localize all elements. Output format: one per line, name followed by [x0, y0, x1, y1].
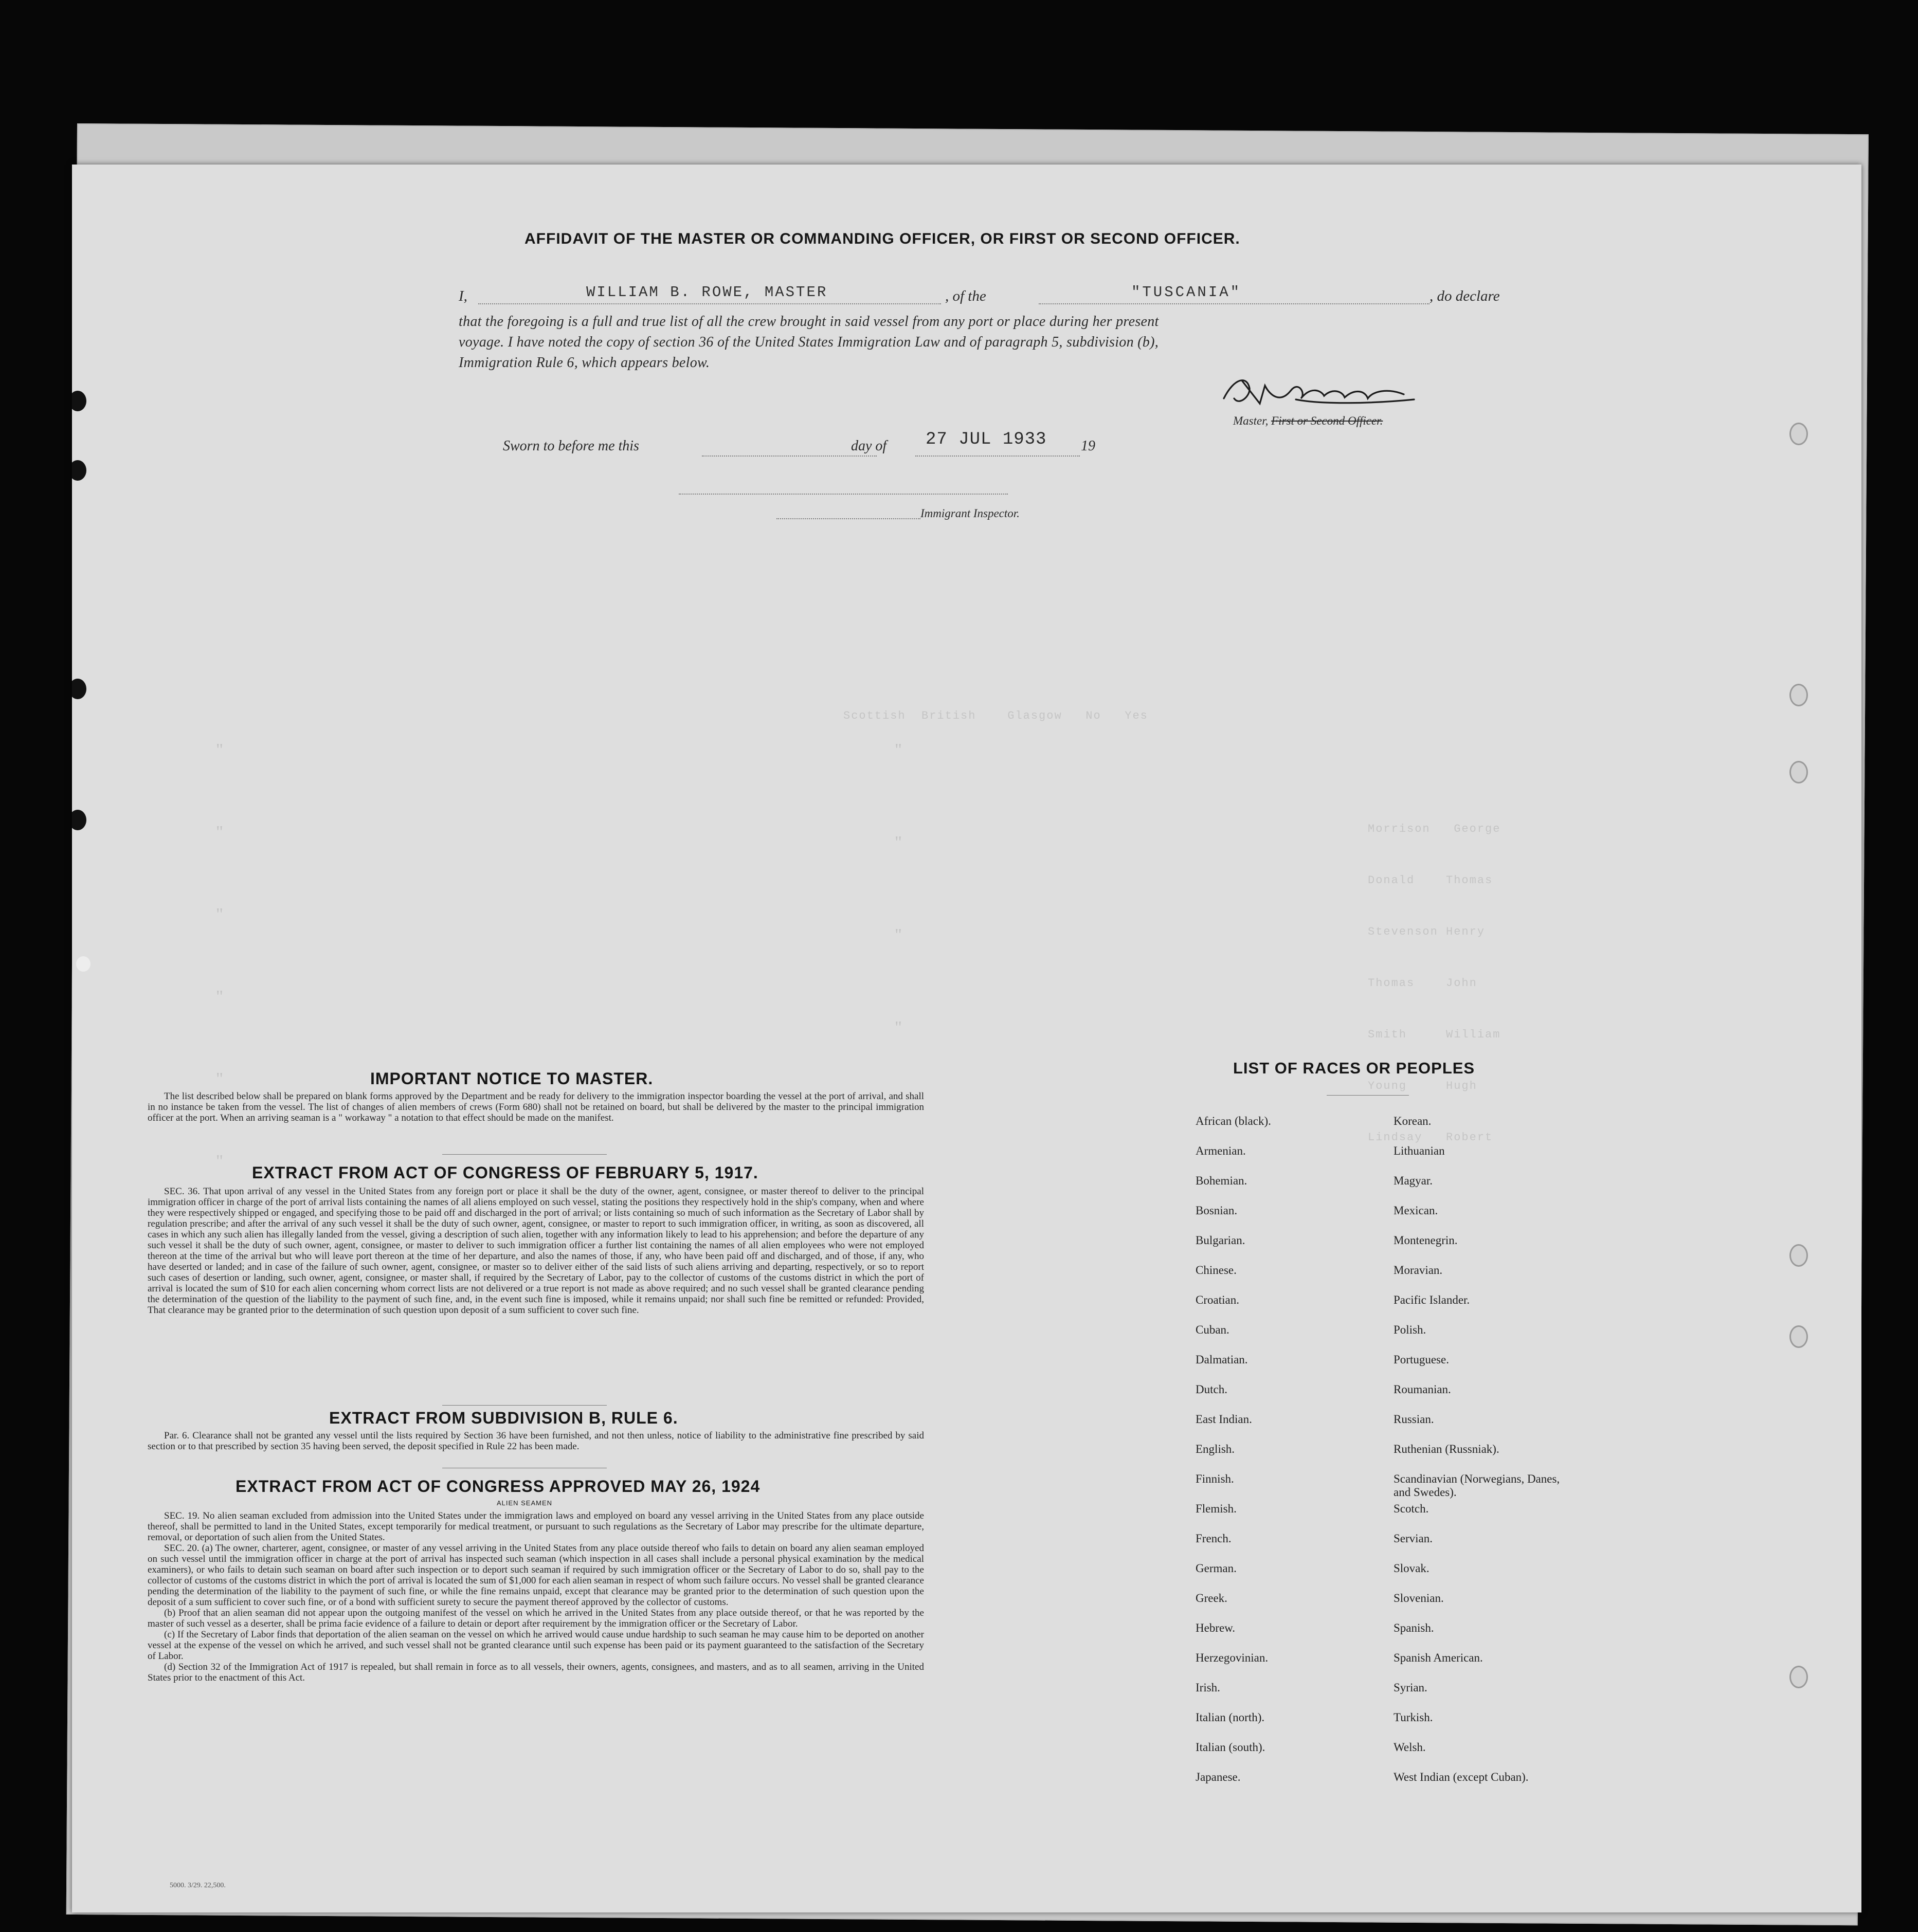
extract-1917-title: EXTRACT FROM ACT OF CONGRESS OF FEBRUARY 5, 1917.	[252, 1163, 758, 1182]
paper-scuff	[76, 956, 91, 972]
binding-ring	[1789, 1244, 1808, 1267]
ditto-mark: "	[895, 925, 902, 944]
vessel-name: "TUSCANIA"	[1131, 284, 1242, 301]
race-item: Hebrew.	[1196, 1621, 1236, 1634]
race-item: Croatian.	[1196, 1293, 1239, 1306]
race-item: Bohemian.	[1196, 1174, 1247, 1187]
extract-1924-paragraph-1: SEC. 19. No alien seaman excluded from admission into the United States under the immigration laws and employed on board any vessel arriving in the United States from any place outside thereof, shall be permitted to land in the United States, except temporarily for medical treatment, or pursuant to such regulations as the Secretary of Labor may prescribe for the ultimate departure, removal, or deportation of such alien from the United States.	[148, 1510, 924, 1543]
race-item: Dutch.	[1196, 1383, 1227, 1396]
ditto-mark: "	[895, 740, 902, 759]
race-item: Scandinavian (Norwegians, Danes, and Swedes).	[1394, 1472, 1560, 1499]
race-item: Slovak.	[1394, 1562, 1430, 1575]
do-declare-label: , do declare	[1430, 288, 1500, 304]
race-item: Polish.	[1394, 1323, 1426, 1336]
binding-ring	[1789, 684, 1808, 706]
punch-hole	[72, 679, 86, 699]
race-item: Lithuanian	[1394, 1144, 1445, 1157]
punch-hole	[72, 460, 86, 481]
notice-title: IMPORTANT NOTICE TO MASTER.	[370, 1069, 654, 1088]
race-item: Cuban.	[1196, 1323, 1229, 1336]
race-item: West Indian (except Cuban).	[1394, 1771, 1529, 1783]
race-item: Russian.	[1394, 1413, 1434, 1426]
notice-text	[148, 1091, 924, 1123]
notice-divider	[442, 1154, 607, 1155]
inspector-label: Immigrant Inspector.	[920, 507, 1020, 520]
extract-1917-paragraph: SEC. 36. That upon arrival of any vessel in the United States from any foreign port or place it shall be the duty of the owner, agent, consignee, or master thereof to deliver to the principal immigration officer in charge of the port of arrival lists containing the names of all aliens employed on such vessel, stating the positions they respectively hold in the ship's company, when and where they were respectively shipped or engaged, and specifying those to be paid off and discharged in the port of arrival; or lists containing so much of such information as the Secretary of Labor shall by regulation prescribe; and after the arrival of any such vessel it shall be the duty of such owner, agent, consignee, or master to report to such immigration officer, in writing, as soon as discovered, all cases in which any such alien has illegally landed from the vessel, giving a description of such alien, together with any information likely to lead to his apprehension; and before the departure of any such vessel it shall be the duty of such owner, agent, consignee, or master to deliver to such immigration officer a further list containing the names of all alien employees who were not employed thereon at the time of the arrival but who will leave port thereon at the time of her departure, and also the names of those, if any, who have been paid off and discharged, and of those, if any, who have deserted or landed; and in case of the failure of such owner, agent, consignee, or master so to deliver either of the said lists of such aliens arriving and departing, respectively, or so to report such cases of desertion or landing, such owner, agent, consignee, or master shall, if required by the Secretary of Labor, pay to the collector of customs of the customs district in which the port of arrival is located the sum of $10 for each alien concerning whom correct lists are not delivered or a true report is not made as above required; and no such vessel shall be granted clearance pending the determination of the question of the liability to the payment of such fine, and, in the event such fine is imposed, while it remains unpaid; nor shall such fine be remitted or refunded: Provided, That clearance may be granted prior to the determination of such question upon deposit of a sum sufficient to cover such fine.	[148, 1186, 924, 1316]
race-item: Mexican.	[1394, 1204, 1438, 1217]
ditto-mark: "	[216, 987, 223, 1006]
master-signature	[1219, 368, 1424, 414]
sworn-day-line	[702, 455, 877, 457]
race-item: Syrian.	[1394, 1681, 1427, 1694]
ditto-mark: "	[216, 905, 223, 924]
race-item: Irish.	[1196, 1681, 1220, 1694]
officer-name: WILLIAM B. ROWE, MASTER	[586, 284, 828, 301]
race-item: Moravian.	[1394, 1264, 1443, 1277]
of-the-label: , of the	[945, 288, 986, 304]
signature-role-master: Master,	[1233, 414, 1269, 427]
race-item: Spanish.	[1394, 1621, 1434, 1634]
race-item: Magyar.	[1394, 1174, 1433, 1187]
extract-rule6-paragraph: Par. 6. Clearance shall not be granted any vessel until the lists required by Section 36 have been furnished, and not then unless, notice of liability to the administrative fine prescribed by said section or to that prescribed by section 35 having been served, the deposit specified in Rule 22 has been made.	[148, 1430, 924, 1452]
race-item: Spanish American.	[1394, 1651, 1483, 1664]
race-item: Dalmatian.	[1196, 1353, 1248, 1366]
signature-role-struck: First or Second Officer.	[1271, 414, 1383, 427]
race-item: Welsh.	[1394, 1741, 1426, 1754]
race-item: African (black).	[1196, 1115, 1271, 1127]
race-item: Chinese.	[1196, 1264, 1237, 1277]
ditto-mark: "	[216, 1152, 223, 1171]
races-title: LIST OF RACES OR PEOPLES	[1233, 1059, 1475, 1077]
bleed-through-text: Young Hugh	[1368, 1080, 1477, 1092]
notice-paragraph: The list described below shall be prepared on blank forms approved by the Department and be ready for delivery to the immigration inspector boarding the vessel at the port of arrival, and shall in no instance be taken from the vessel. The list of changes of alien members of crews (Form 680) shall not be retained on board, but shall be delivered by the master to the principal immigration officer at the port. When an arriving seaman is a " workaway " a notation to that effect should be made on the manifest.	[148, 1091, 924, 1123]
bleed-through-text: Thomas John	[1368, 977, 1477, 990]
vessel-name-line	[1039, 303, 1430, 304]
binding-ring	[1789, 423, 1808, 445]
ditto-mark: "	[216, 1069, 223, 1088]
year-prefix: 19	[1081, 438, 1095, 454]
ditto-mark: "	[216, 740, 223, 759]
extract-1924-subtitle: ALIEN SEAMEN	[496, 1499, 553, 1507]
race-item: Italian (north).	[1196, 1711, 1265, 1724]
bleed-through-text: Morrison George	[1368, 823, 1501, 835]
extract-rule6-text	[148, 1430, 924, 1452]
race-item: German.	[1196, 1562, 1237, 1575]
binding-ring	[1789, 761, 1808, 783]
race-item: Armenian.	[1196, 1144, 1246, 1157]
race-item: Roumanian.	[1394, 1383, 1451, 1396]
extract-1924-paragraph-3: (b) Proof that an alien seaman did not appear upon the outgoing manifest of the vessel on which he arrived in the United States from any place outside thereof, or that he was reported by the master of such vessel as a deserter, shall be prima facie evidence of a failure to detain or deport after requirement by the immigration officer or the Secretary of Labor.	[148, 1608, 924, 1629]
punch-hole	[72, 391, 86, 411]
bleed-through-text: Scottish British Glasgow No Yes	[843, 709, 1148, 722]
extract-1917-text	[148, 1186, 924, 1316]
races-divider	[1327, 1095, 1409, 1096]
binding-ring	[1789, 1666, 1808, 1688]
manifest-page	[72, 165, 1861, 1912]
affidavit-title: AFFIDAVIT OF THE MASTER OR COMMANDING OFFICER, OR FIRST OR SECOND OFFICER.	[524, 230, 1240, 247]
date-stamp: 27 JUL 1933	[926, 430, 1047, 449]
inspector-line-1	[679, 494, 1008, 495]
sworn-label: Sworn to before me this	[503, 438, 639, 454]
race-item: Servian.	[1394, 1532, 1433, 1545]
race-item: Montenegrin.	[1394, 1234, 1458, 1247]
race-item: Pacific Islander.	[1394, 1293, 1470, 1306]
race-item: Bosnian.	[1196, 1204, 1238, 1217]
race-item: Japanese.	[1196, 1771, 1241, 1783]
punch-hole	[72, 810, 86, 830]
bleed-through-text: Donald Thomas	[1368, 874, 1493, 887]
affidavit-line-4: Immigration Rule 6, which appears below.	[459, 355, 710, 371]
bleed-through-text: Smith William	[1368, 1028, 1501, 1041]
bleed-through-text: Lindsay Robert	[1368, 1131, 1493, 1144]
race-item: Bulgarian.	[1196, 1234, 1245, 1247]
ditto-mark: "	[895, 833, 902, 852]
extract-1924-paragraph-5: (d) Section 32 of the Immigration Act of 1917 is repealed, but shall remain in force as to all vessels, their owners, agents, consignees, and masters, and as to all seamen, arriving in the United States prior to the enactment of this Act.	[148, 1662, 924, 1683]
ditto-mark: "	[895, 1018, 902, 1037]
race-item: French.	[1196, 1532, 1232, 1545]
extract-1924-text	[148, 1510, 924, 1683]
extract-rule6-title: EXTRACT FROM SUBDIVISION B, RULE 6.	[329, 1409, 678, 1427]
officer-name-line	[478, 303, 941, 304]
extract-1917-divider	[442, 1405, 607, 1406]
race-item: Slovenian.	[1394, 1592, 1444, 1605]
race-item: English.	[1196, 1443, 1235, 1455]
race-item: East Indian.	[1196, 1413, 1252, 1426]
race-item: Portuguese.	[1394, 1353, 1449, 1366]
ditto-mark: "	[216, 823, 223, 842]
day-of-label: day of	[851, 438, 887, 454]
inspector-line-2	[776, 518, 920, 519]
race-item: Greek.	[1196, 1592, 1227, 1605]
affidavit-i-label: I,	[459, 288, 467, 304]
race-item: Flemish.	[1196, 1502, 1237, 1515]
form-code: 5000. 3/29. 22,500.	[170, 1882, 226, 1889]
extract-1924-paragraph-2: SEC. 20. (a) The owner, charterer, agent, consignee, or master of any vessel arriving in the United States from any place outside thereof who fails to detain on board any alien seaman employed on such vessel until the immigration officer in charge at the port of arrival has inspected such seaman (which inspection in all cases shall include a personal physical examination by the medical examiners), or who fails to detain such seaman on board after such inspection or to deport such seaman if required by such immigration officer or the Secretary of Labor to do so, shall pay to the collector of customs of the customs district in which the port of arrival is located the sum of $1,000 for each alien seaman in respect of whom such failure occurs. No vessel shall be granted clearance pending the determination of the liability to the payment of such fine, or while the fine remains unpaid, except that clearance may be granted prior to the determination of such question upon the deposit of a sum sufficient to cover such fine, or of a bond with sufficient surety to secure the payment thereof approved by the collector of customs.	[148, 1543, 924, 1608]
race-item: Herzegovinian.	[1196, 1651, 1269, 1664]
race-item: Italian (south).	[1196, 1741, 1265, 1754]
affidavit-line-3: voyage. I have noted the copy of section 36 of the United States Immigration Law and of paragraph 5, subdivision (b),	[459, 334, 1159, 350]
sworn-date-line	[915, 455, 1080, 457]
extract-1924-title: EXTRACT FROM ACT OF CONGRESS APPROVED MAY 26, 1924	[236, 1477, 761, 1496]
signature-role	[1233, 414, 1383, 428]
race-item: Korean.	[1394, 1115, 1432, 1127]
extract-1924-paragraph-4: (c) If the Secretary of Labor finds that deportation of the alien seaman on the vessel on which he arrived would cause undue hardship to such seaman he may cause him to be deported on another vessel at the expense of the vessel on which he arrived, and such vessel shall not be granted clearance until such expense has been paid or its payment guaranteed to the satisfaction of the Secretary of Labor.	[148, 1629, 924, 1662]
bleed-through-text: Stevenson Henry	[1368, 925, 1486, 938]
binding-ring	[1789, 1325, 1808, 1348]
race-item: Scotch.	[1394, 1502, 1429, 1515]
race-item: Ruthenian (Russniak).	[1394, 1443, 1499, 1455]
affidavit-line-2: that the foregoing is a full and true list of all the crew brought in said vessel from any port or place during her present	[459, 314, 1159, 330]
race-item: Turkish.	[1394, 1711, 1433, 1724]
race-item: Finnish.	[1196, 1472, 1234, 1485]
